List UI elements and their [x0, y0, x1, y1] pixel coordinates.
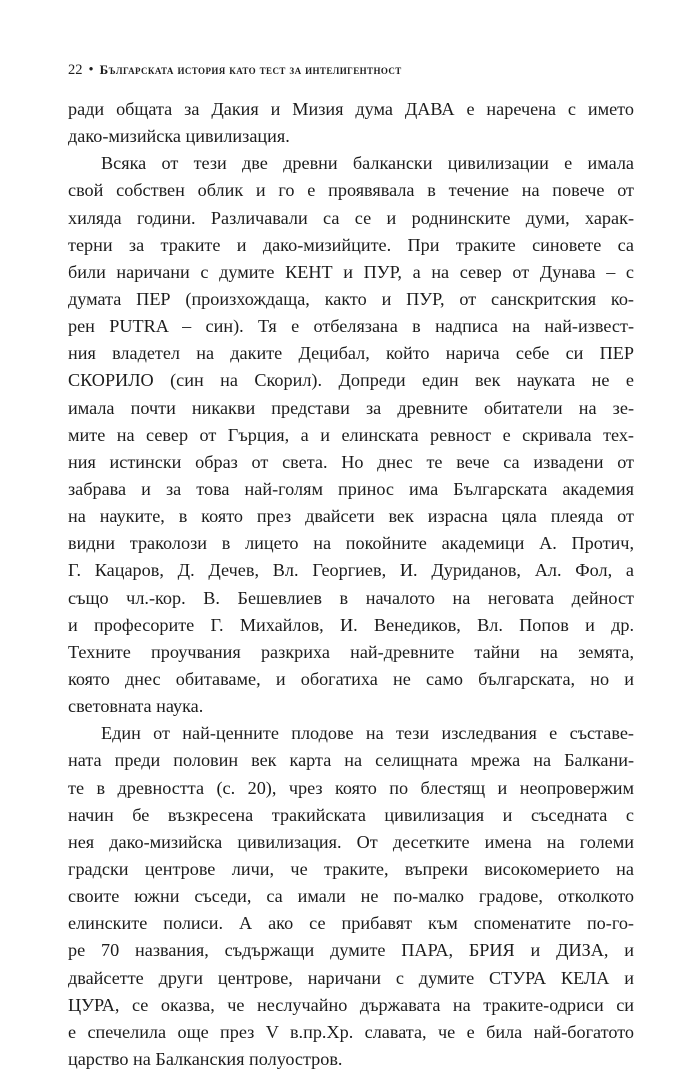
- text-line: те в древността (с. 20), чрез която по блестящ и неопровержим: [68, 777, 634, 798]
- text-line: градски центрове личи, че траките, въпреки високомерието на: [68, 858, 634, 879]
- text-line: свой собствен облик и го е проявявала в течение на повече от: [68, 180, 634, 201]
- text-line: начин бе възкресена тракийската цивилизация и съседната с: [68, 804, 634, 825]
- text-line: която днес обитаваме, и обогатиха не само българската, но и: [68, 668, 634, 689]
- text-line: ния истински образ от света. Но днес те вече са извадени от: [68, 451, 634, 472]
- paragraph: [68, 150, 634, 720]
- text-line: е спечелила още през V в.пр.Хр. славата, че е била най-богатото: [68, 1021, 634, 1042]
- text-line: на науките, в която през двайсети век израсна цяла плеяда от: [68, 506, 634, 527]
- paragraph: [68, 720, 634, 1073]
- text-line: хиляда години. Различавали са се и роднинските думи, харак-: [68, 207, 634, 228]
- text-line: Г. Кацаров, Д. Дечев, Вл. Георгиев, И. Дуриданов, Ал. Фол, а: [68, 560, 634, 581]
- text-line: дако-мизийска цивилизация.: [68, 126, 290, 147]
- text-line: световната наука.: [68, 696, 204, 717]
- text-line: Техните проучвания разкриха най-древните тайни на земята,: [68, 641, 634, 662]
- running-head: [68, 62, 648, 79]
- book-title: Българската история като тест за интелигентност: [99, 62, 402, 77]
- body-text: [68, 96, 634, 1073]
- text-line: Всяка от тези две древни балкански цивилизации е имала: [101, 153, 634, 174]
- header-separator: •: [88, 62, 94, 78]
- text-line: мите на север от Гърция, а и елинската ревност е скривала тех-: [68, 424, 634, 445]
- text-line: думата ПЕР (произхождаща, както и ПУР, от санскритския ко-: [68, 288, 634, 309]
- text-line: елинските полиси. А ако се прибавят към споменатите по-го-: [68, 913, 634, 934]
- text-line: Един от най-ценните плодове на тези изследвания е съставе-: [101, 723, 634, 744]
- text-line: и професорите Г. Михайлов, И. Венедиков, Вл. Попов и др.: [68, 614, 634, 635]
- text-line: видни траколози в лицето на покойните академици А. Протич,: [68, 533, 634, 554]
- text-line: рен PUTRA – син). Тя е отбелязана в надписа на най-извест-: [68, 316, 634, 337]
- text-line: имала почти никакви представи за древните обитатели на зе-: [68, 397, 634, 418]
- text-line: СКОРИЛО (син на Скорил). Допреди един век науката не е: [68, 370, 634, 391]
- text-line: ния владетел на даките Децибал, който нарича себе си ПЕР: [68, 343, 634, 364]
- text-line: забрава и за това най-голям принос има Българската академия: [68, 478, 634, 499]
- text-line: също чл.-кор. В. Бешевлиев в началото на неговата дейност: [68, 587, 634, 608]
- paragraph: [68, 96, 634, 150]
- text-line: ната преди половин век карта на селищната мрежа на Балкани-: [68, 750, 634, 771]
- page-number: 22: [68, 62, 83, 78]
- text-line: царство на Балканския полуостров.: [68, 1048, 343, 1069]
- text-line: своите южни съседи, са имали не по-малко градове, отколкото: [68, 886, 634, 907]
- text-line: терни за траките и дако-мизийците. При траките синовете са: [68, 234, 634, 255]
- text-line: нея дако-мизийска цивилизация. От десетките имена на големи: [68, 831, 634, 852]
- text-line: ре 70 названия, съдържащи думите ПАРА, БРИЯ и ДИЗА, и: [68, 940, 634, 961]
- text-line: били наричани с думите КЕНТ и ПУР, а на север от Дунава – с: [68, 261, 634, 282]
- text-line: двайсетте други центрове, наричани с думите СТУРА КЕЛА и: [68, 967, 634, 988]
- text-line: ради общата за Дакия и Мизия дума ДАВА е наречена с името: [68, 99, 634, 119]
- text-line: ЦУРА, се оказва, че неслучайно държавата на траките-одриси си: [68, 994, 634, 1015]
